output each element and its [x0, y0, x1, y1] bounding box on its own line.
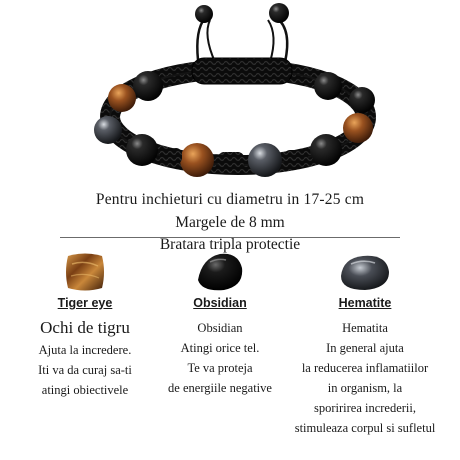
- stone-card-tiger-eye: [10, 250, 160, 400]
- description-line: stimuleaza corpul si sufletul: [294, 421, 436, 435]
- description-line: In general ajuta: [326, 341, 404, 355]
- bracelet-image: [0, 0, 460, 185]
- description-line: in organism, la: [327, 381, 403, 395]
- stone-subtitle: Ochi de tigru: [40, 318, 130, 337]
- description-line: Iti va da curaj sa-ti: [38, 363, 132, 377]
- bracelet-title: Bratara tripla protectie: [159, 236, 301, 253]
- stone-card-hematite: [290, 250, 440, 438]
- description-line: Ajuta la incredere.: [38, 343, 132, 357]
- stone-card-obsidian: [145, 250, 295, 398]
- stone-name: Hematite: [338, 296, 392, 310]
- description-line: de energiile negative: [168, 381, 272, 395]
- description-line: Te va proteja: [187, 361, 253, 375]
- hematite-stone-icon: [337, 250, 393, 294]
- obsidian-stone-icon: [194, 250, 246, 294]
- description-line: Obsidian: [197, 321, 243, 335]
- description-line: la reducerea inflamatiilor: [301, 361, 429, 375]
- wrist-size-text: Pentru inchieturi cu diametru in 17-25 cm: [95, 191, 365, 208]
- stone-description: [290, 318, 440, 438]
- description-line: sporirirea increderii,: [313, 401, 417, 415]
- stone-description: [145, 318, 295, 398]
- tiger-eye-stone-icon: [62, 250, 108, 294]
- stone-description: [10, 340, 160, 400]
- stone-name: Obsidian: [193, 296, 247, 310]
- description-line: Hematita: [342, 321, 388, 335]
- stone-name: Tiger eye: [57, 296, 113, 310]
- description-line: Atingi orice tel.: [180, 341, 260, 355]
- bead-size-text: Margele de 8 mm: [175, 214, 285, 231]
- description-line: atingi obiectivele: [41, 383, 129, 397]
